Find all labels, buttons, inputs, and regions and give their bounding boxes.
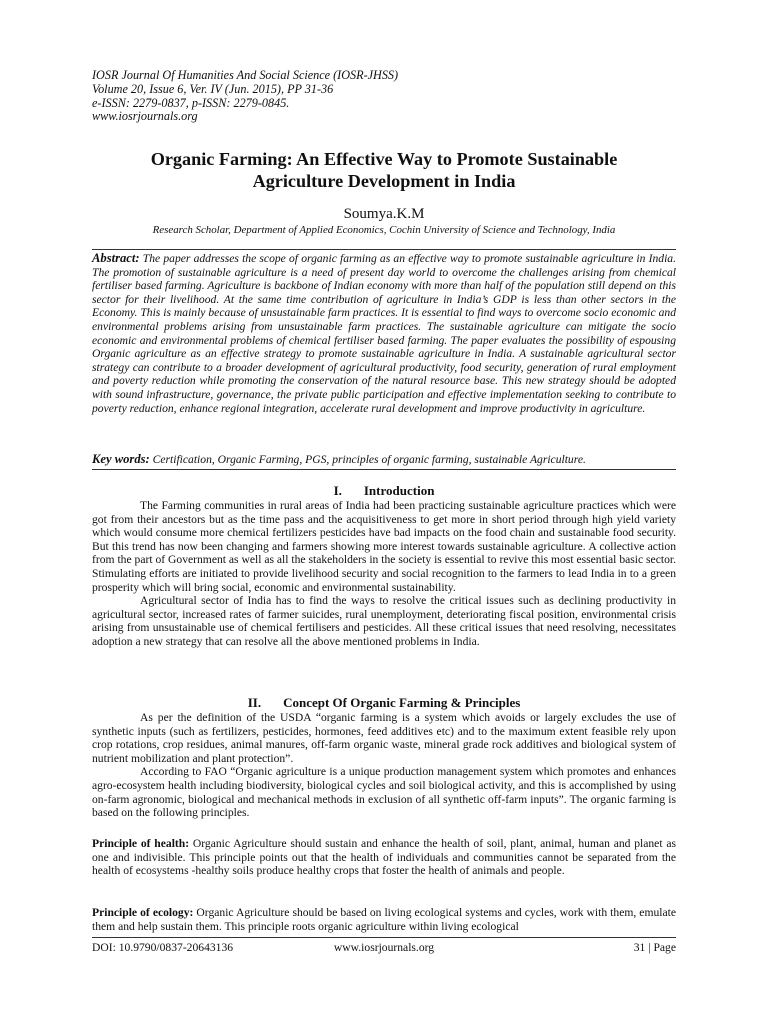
section-heading-concept bbox=[92, 695, 676, 711]
keywords-text: Certification, Organic Farming, PGS, principles of organic farming, sustainable Agriculture. bbox=[149, 453, 586, 466]
keywords-label: Key words: bbox=[92, 452, 150, 466]
title-line-1: Organic Farming: An Effective Way to Promote Sustainable bbox=[150, 149, 618, 169]
paragraph: As per the definition of the USDA “organic farming is a system which avoids or largely excludes the use of synthetic inputs (such as fertilizers, pesticides, hormones, feed additives etc) and to the maximum extent feasible rely upon crop rotations, crop residues, animal manures, off-farm organic waste, mineral grade rock additives and biological system of nutrient mobilization and plant protection”. bbox=[92, 711, 676, 765]
section-title: Concept Of Organic Farming & Principles bbox=[283, 695, 521, 710]
paper-title bbox=[92, 148, 676, 192]
keywords bbox=[92, 452, 676, 467]
principle-label: Principle of ecology: bbox=[92, 906, 194, 919]
journal-issn: e-ISSN: 2279-0837, p-ISSN: 2279-0845. bbox=[92, 95, 290, 110]
journal-header bbox=[92, 69, 676, 124]
footer-page-number: 31 | Page bbox=[633, 941, 676, 954]
author-name: Soumya.K.M bbox=[343, 206, 425, 222]
abstract-bottom-rule bbox=[92, 469, 676, 470]
footer-url: www.iosrjournals.org bbox=[333, 941, 435, 954]
paragraph: Agricultural sector of India has to find the ways to resolve the critical issues such as declining productivity in agricultural sector, increased rates of farmer suicides, rural unemployment, deteriorating fiscal position, environmental crisis arising from unsustainable use of chemical fertilisers and pesticides. All these critical issues that need resolving, necessitates adoption a new strategy that can resolve all the above mentioned problems in India. bbox=[92, 594, 676, 648]
journal-name: IOSR Journal Of Humanities And Social Science (IOSR-JHSS) bbox=[92, 68, 399, 82]
section-title: Introduction bbox=[363, 483, 435, 498]
journal-website: www.iosrjournals.org bbox=[92, 109, 198, 124]
concept-body bbox=[92, 711, 676, 820]
abstract-text: The paper addresses the scope of organic farming as an effective way to promote sustainable agriculture in India. The promotion of sustainable agriculture is a need of present day world to overcome the challenges arising from chemical fertiliser based farming. Agriculture is backbone of Indian economy with more than half of the population still depend on this sector for their livelihood. At the same time contribution of agriculture in India’s GDP is less than other sectors in the Economy. This is mainly because of unsustainable farm practices. It is essential to find ways to overcome socio economic and environmental problems arising from unsustainable farm practices. The sustainable agriculture can mitigate the socio economic and environmental problems of chemical fertiliser based farming. The paper evaluates the possibility of espousing Organic agriculture as an effective strategy to promote sustainable agriculture in India. A sustainable agricultural sector strategy can contribute to a broader development of agricultural productivity, food security, generation of rural employment and poverty reduction while promoting the conservation of the natural resource base. This new strategy should be adopted with sound infrastructure, governance, the private public participation and effective implementation seeking to contribute to poverty reduction, enhance regional integration, accelerate rural development and improve productivity in agriculture. bbox=[92, 252, 676, 415]
footer-doi: DOI: 10.9790/0837-20643136 bbox=[92, 941, 234, 954]
abstract-label: Abstract: bbox=[92, 251, 140, 265]
principle-ecology bbox=[92, 906, 676, 933]
section-heading-introduction bbox=[92, 483, 676, 499]
abstract-top-rule bbox=[92, 249, 676, 250]
principle-text: Organic Agriculture should be based on living ecological systems and cycles, work with them, emulate them and help sustain them. This principle roots organic agriculture within living ecological bbox=[92, 906, 676, 933]
abstract bbox=[92, 252, 676, 415]
introduction-body bbox=[92, 499, 676, 649]
principle-health bbox=[92, 837, 676, 878]
paragraph: According to FAO “Organic agriculture is a unique production management system which promotes and enhances agro-ecosystem health including biodiversity, biological cycles and soil biological activity, and this is accomplished by using on-farm agronomic, biological and mechanical methods in exclusion of all synthetic off-farm inputs”. The organic farming is based on the following principles. bbox=[92, 765, 676, 820]
section-number: I. bbox=[333, 483, 342, 498]
principle-label: Principle of health: bbox=[92, 837, 190, 850]
footer-rule bbox=[92, 937, 676, 938]
paragraph: The Farming communities in rural areas of India had been practicing sustainable agriculture practices which were got from their ancestors but as the time pass and the acquisitiveness to get more in short period through high yield variety which would consume more chemical fertilizers pesticides have bad impacts on the food chain and sustainable food security. But this trend has now been changing and farmers showing more interest towards sustainable agriculture. A collective action from the part of Government as well as all the stakeholders in the society is essential to revive this most essential basic sector. Stimulating efforts are initiated to provide livelihood security and social recognition to the farmers to lead India in to a green prosperity which will bring social, economic and environmental sustainability. bbox=[92, 499, 676, 594]
principle-text: Organic Agriculture should sustain and enhance the health of soil, plant, animal, human and planet as one and indivisible. This principle points out that the health of individuals and communities cannot be separated from the health of ecosystems -healthy soils produce healthy crops that foster the health of animals and people. bbox=[92, 837, 676, 878]
title-line-2: Agriculture Development in India bbox=[252, 171, 516, 191]
journal-volume: Volume 20, Issue 6, Ver. IV (Jun. 2015), PP 31-36 bbox=[92, 81, 334, 96]
author-affiliation: Research Scholar, Department of Applied Economics, Cochin University of Science and Technology, India bbox=[152, 224, 616, 236]
section-number: II. bbox=[247, 695, 262, 710]
